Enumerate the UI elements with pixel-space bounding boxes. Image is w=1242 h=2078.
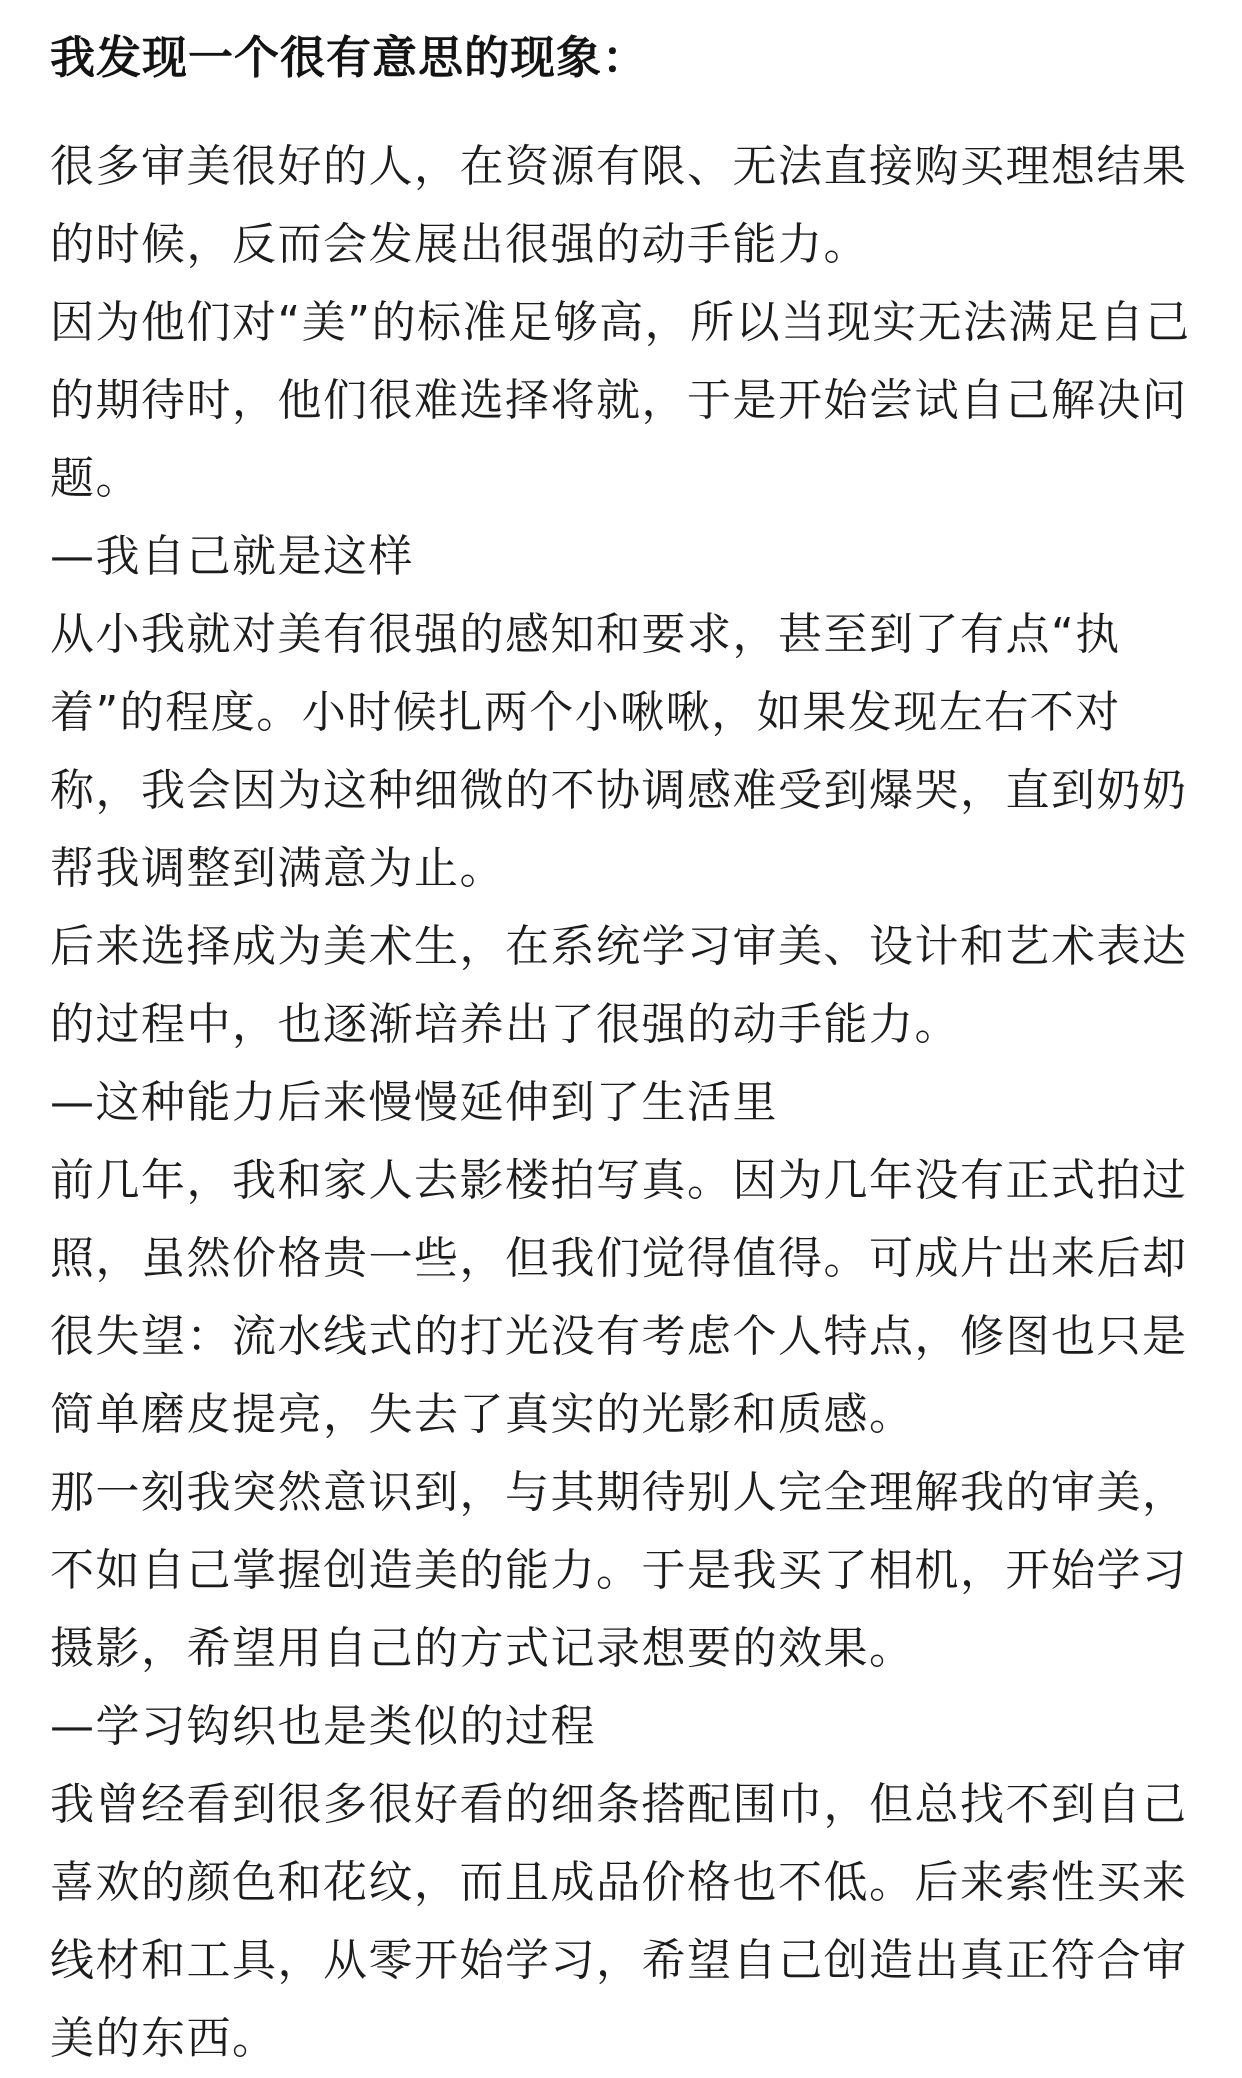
paragraph-2: 因为他们对“美”的标准足够高，所以当现实无法满足自己的期待时，他们很难选择将就，于是开始尝试自己解决问题。: [50, 297, 1191, 504]
paragraph-6: 那一刻我突然意识到，与其期待别人完全理解我的审美，不如自己掌握创造美的能力。于是我买了相机，开始学习摄影，希望用自己的方式记录想要的效果。: [50, 1467, 1188, 1674]
post-title: 我发现一个很有意思的现象：: [50, 31, 649, 84]
paragraph-5: 前几年，我和家人去影楼拍写真。因为几年没有正式拍过照，虽然价格贵一些，但我们觉得值得。可成片出来后却很失望：流水线式的打光没有考虑个人特点，修图也只是简单磨皮提亮，失去了真实的光影和质感。: [50, 1155, 1188, 1440]
section-heading-myself: —我自己就是这样: [50, 531, 414, 582]
section-heading-life: —这种能力后来慢慢延伸到了生活里: [50, 1077, 778, 1128]
post-body: [50, 128, 1200, 2078]
section-heading-crochet: —学习钩织也是类似的过程: [50, 1701, 596, 1752]
paragraph-3: 从小我就对美有很强的感知和要求，甚至到了有点“执着”的程度。小时候扎两个小啾啾，如果发现左右不对称，我会因为这种细微的不协调感难受到爆哭，直到奶奶帮我调整到满意为止。: [50, 609, 1188, 894]
paragraph-1: 很多审美很好的人，在资源有限、无法直接购买理想结果的时候，反而会发展出很强的动手能力。: [50, 141, 1188, 270]
paragraph-7: 我曾经看到很多很好看的细条搭配围巾，但总找不到自己喜欢的颜色和花纹，而且成品价格也不低。后来索性买来线材和工具，从零开始学习，希望自己创造出真正符合审美的东西。: [50, 1779, 1188, 2064]
post-article: [50, 22, 1200, 2078]
paragraph-4: 后来选择成为美术生，在系统学习审美、设计和艺术表达的过程中，也逐渐培养出了很强的动手能力。: [50, 921, 1188, 1050]
